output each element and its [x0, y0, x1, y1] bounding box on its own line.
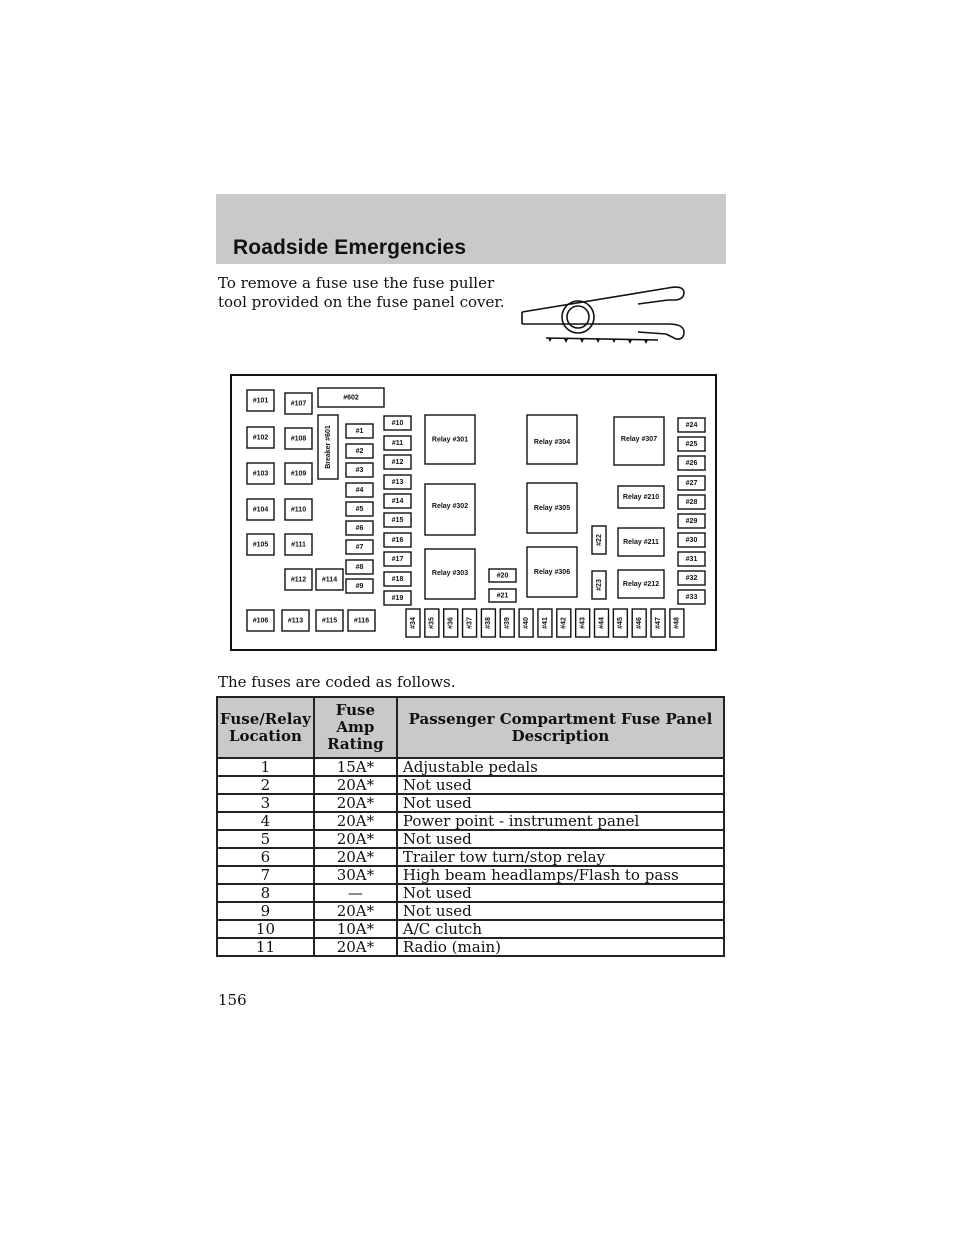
fuse-box-label: #13 — [391, 478, 404, 486]
fuse-box-label: #111 — [291, 541, 306, 549]
fuse-box — [247, 463, 274, 484]
cell-location: 3 — [217, 794, 314, 812]
fuse-box — [678, 514, 705, 528]
table-row — [217, 758, 724, 776]
fuse-box — [346, 540, 373, 554]
fuse-puller-illustration — [518, 282, 718, 358]
fuse-box-label: #108 — [290, 435, 307, 443]
fuse-box — [346, 444, 373, 458]
fuse-box — [346, 579, 373, 593]
fuse-box — [489, 589, 516, 602]
fuse-box-label: #25 — [685, 440, 698, 448]
table-row — [217, 794, 724, 812]
fuse-box — [384, 533, 411, 547]
cell-location: 8 — [217, 884, 314, 902]
relay-box-label: Relay #211 — [623, 538, 659, 546]
fuse-box-label: #23 — [595, 579, 603, 591]
fuse-box — [247, 610, 274, 631]
cell-description: Radio (main) — [397, 938, 724, 956]
fuse-box — [500, 609, 514, 637]
relay-box-label: Relay #301 — [431, 436, 469, 444]
cell-amp: 15A* — [314, 758, 397, 776]
fuse-box — [425, 609, 439, 637]
cell-amp: 20A* — [314, 776, 397, 794]
cell-amp: 20A* — [314, 794, 397, 812]
table-row — [217, 848, 724, 866]
relay-box — [618, 570, 664, 598]
fuse-box — [557, 609, 571, 637]
page-number: 156 — [218, 991, 247, 1009]
fuse-box-label: #105 — [252, 541, 269, 549]
breaker-box-label: Breaker #601 — [324, 425, 332, 469]
cell-location: 6 — [217, 848, 314, 866]
cell-description: Power point - instrument panel — [397, 812, 724, 830]
fuse-box — [285, 428, 312, 449]
fuse-box — [247, 499, 274, 520]
fuse-box-label: #40 — [522, 617, 530, 629]
fuse-box — [346, 560, 373, 574]
relay-box — [618, 486, 664, 508]
cell-amp: 30A* — [314, 866, 397, 884]
fuse-box-label: #45 — [617, 617, 625, 629]
fuse-box — [346, 424, 373, 438]
fuse-box — [538, 609, 552, 637]
fuse-box-label: #109 — [290, 470, 307, 478]
cell-amp: 20A* — [314, 812, 397, 830]
fuse-box-label: #46 — [636, 617, 644, 629]
fuse-box-label: #29 — [685, 517, 698, 525]
cell-amp: 20A* — [314, 848, 397, 866]
fuse-box-label: #4 — [355, 486, 364, 494]
table-row — [217, 866, 724, 884]
fuse-box — [282, 610, 309, 631]
cell-amp: 10A* — [314, 920, 397, 938]
fuse-panel-diagram — [230, 374, 717, 651]
relay-box — [527, 547, 577, 597]
fuse-box — [285, 534, 312, 555]
fuse-box-label: #36 — [447, 617, 455, 629]
fuse-box-label: #22 — [595, 534, 603, 546]
fuse-box-label: #37 — [466, 617, 474, 629]
fuse-box-label: #42 — [560, 617, 568, 629]
fuse-box — [384, 475, 411, 489]
cell-location: 9 — [217, 902, 314, 920]
fuse-box — [384, 436, 411, 450]
cell-description: Trailer tow turn/stop relay — [397, 848, 724, 866]
fuse-box — [247, 390, 274, 411]
relay-box-label: Relay #302 — [431, 502, 469, 510]
fuse-box — [632, 609, 646, 637]
fuse-box-label: #24 — [685, 421, 698, 429]
relay-box — [527, 415, 577, 464]
cell-description: High beam headlamps/Flash to pass — [397, 866, 724, 884]
fuse-box-label: #16 — [391, 536, 404, 544]
fuse-box — [384, 455, 411, 469]
fuse-box-label: #112 — [290, 576, 307, 584]
relay-box-label: Relay #307 — [620, 435, 658, 443]
fuse-box-label: #102 — [252, 434, 269, 442]
fuse-box-label: #38 — [485, 617, 493, 629]
relay-box-label: Relay #304 — [533, 438, 571, 446]
fuse-box-label: #7 — [355, 543, 364, 551]
fuse-box — [592, 571, 606, 599]
fuse-box-label: #26 — [685, 459, 698, 467]
fuse-box-label: #3 — [355, 466, 364, 474]
fuse-box-label: #113 — [287, 617, 304, 625]
fuse-box — [247, 534, 274, 555]
relay-box-label: Relay #305 — [533, 504, 571, 512]
fuse-box-label: #21 — [496, 592, 509, 600]
fuse-box-label: #19 — [391, 594, 404, 602]
fuse-box — [651, 609, 665, 637]
fuse-box-label: #34 — [409, 617, 417, 629]
fuse-box — [316, 569, 343, 590]
cell-description: Not used — [397, 794, 724, 812]
fuse-box-label: #14 — [391, 497, 404, 505]
relay-box-label: Relay #210 — [622, 493, 660, 501]
header-amp: Fuse Amp Rating — [314, 697, 397, 758]
fuse-box — [519, 609, 533, 637]
fuse-box — [384, 572, 411, 586]
fuse-box — [444, 609, 458, 637]
fuse-box-label: #47 — [654, 617, 662, 629]
table-row — [217, 830, 724, 848]
fuse-box-label: #35 — [428, 617, 436, 629]
fuse-box — [316, 610, 343, 631]
fuse-box — [285, 569, 312, 590]
coded-intro: The fuses are coded as follows. — [218, 673, 456, 691]
fuse-box — [346, 502, 373, 516]
header-location: Fuse/Relay Location — [217, 697, 314, 758]
fuse-box-label: #2 — [355, 447, 364, 455]
fuse-box — [285, 463, 312, 484]
fuse-box-label: #1 — [355, 427, 364, 435]
fuse-box-label: #10 — [391, 419, 404, 427]
fuse-box-label: #43 — [579, 617, 587, 629]
cell-location: 4 — [217, 812, 314, 830]
relay-box — [618, 528, 664, 556]
relay-box-label: Relay #306 — [533, 568, 571, 576]
cell-location: 7 — [217, 866, 314, 884]
cell-location: 10 — [217, 920, 314, 938]
cell-amp: 20A* — [314, 902, 397, 920]
fuse-box — [678, 552, 705, 566]
fuse-box-label: #27 — [685, 479, 698, 487]
cell-description: Adjustable pedals — [397, 758, 724, 776]
fuse-box — [384, 591, 411, 605]
section-title: Roadside Emergencies — [233, 236, 467, 259]
fuse-box-label: #33 — [685, 593, 698, 601]
cell-description: Not used — [397, 884, 724, 902]
fuse-box-label: #8 — [355, 563, 364, 571]
fuse-box — [384, 513, 411, 527]
fuse-box-label: #6 — [355, 524, 364, 532]
cell-location: 2 — [217, 776, 314, 794]
table-row — [217, 938, 724, 956]
fuse-box-label: #31 — [685, 555, 698, 563]
relay-box — [425, 549, 475, 599]
fuse-box — [678, 590, 705, 604]
fuse-box-label: #107 — [290, 400, 307, 408]
fuse-box — [346, 463, 373, 477]
fuse-box-label: #115 — [321, 617, 338, 625]
fuse-box-label: #30 — [685, 536, 698, 544]
fuse-box — [384, 416, 411, 430]
relay-box — [425, 415, 475, 464]
cell-location: 5 — [217, 830, 314, 848]
fuse-box — [678, 476, 705, 490]
fuse-box — [678, 571, 705, 585]
fuse-box — [346, 483, 373, 497]
fuse-box-label: #103 — [252, 470, 269, 478]
cell-amp: 20A* — [314, 938, 397, 956]
fuse-box-label: #9 — [355, 582, 364, 590]
table-header-row — [217, 697, 724, 758]
fuse-box-label: #20 — [496, 572, 509, 580]
fuse-box — [348, 610, 375, 631]
fuse-box-label: #602 — [343, 394, 359, 402]
fuse-box — [678, 495, 705, 509]
cell-description: Not used — [397, 902, 724, 920]
fuse-box-label: #17 — [391, 555, 404, 563]
fuse-box — [592, 526, 606, 554]
fuse-box — [285, 499, 312, 520]
fuse-box-label: #28 — [685, 498, 698, 506]
fuse-box — [481, 609, 495, 637]
table-row — [217, 776, 724, 794]
fuse-box-label: #18 — [391, 575, 404, 583]
fuse-box-label: #41 — [541, 617, 549, 629]
fuse-box — [384, 552, 411, 566]
cell-amp: — — [314, 884, 397, 902]
fuse-box — [678, 418, 705, 432]
cell-description: Not used — [397, 776, 724, 794]
fuse-box-label: #114 — [321, 576, 338, 584]
fuse-box-label: #11 — [391, 439, 404, 447]
section-header — [216, 194, 726, 264]
fuse-box — [406, 609, 420, 637]
cell-description: Not used — [397, 830, 724, 848]
table-row — [217, 902, 724, 920]
fuse-box-label: #101 — [252, 397, 269, 405]
relay-box — [425, 484, 475, 535]
fuse-box-label: #110 — [290, 506, 307, 514]
fuse-box-label: #5 — [355, 505, 364, 513]
relay-box-label: Relay #212 — [622, 580, 660, 588]
fuse-box — [384, 494, 411, 508]
fuse-box — [678, 437, 705, 451]
header-description: Passenger Compartment Fuse Panel Description — [397, 697, 724, 758]
cell-location: 11 — [217, 938, 314, 956]
fuse-box-label: #15 — [391, 516, 404, 524]
fuse-box — [318, 388, 384, 407]
fuse-box — [346, 521, 373, 535]
fuse-box — [678, 533, 705, 547]
breaker-box — [318, 415, 338, 479]
fuse-box — [285, 393, 312, 414]
fuse-box — [247, 427, 274, 448]
cell-location: 1 — [217, 758, 314, 776]
fuse-box-label: #104 — [252, 506, 269, 514]
fuse-box — [613, 609, 627, 637]
table-row — [217, 920, 724, 938]
cell-description: A/C clutch — [397, 920, 724, 938]
relay-box — [614, 417, 664, 465]
fuse-box — [576, 609, 590, 637]
table-row — [217, 884, 724, 902]
fuse-box-label: #44 — [598, 617, 606, 629]
fuse-box — [489, 569, 516, 582]
fuse-box — [595, 609, 609, 637]
fuse-box-label: #12 — [391, 458, 404, 466]
fuse-box — [463, 609, 477, 637]
intro-paragraph: To remove a fuse use the fuse puller tool provided on the fuse panel cover. — [218, 274, 505, 311]
fuse-box-label: #32 — [685, 574, 698, 582]
fuse-box-label: #39 — [504, 617, 512, 629]
relay-box-label: Relay #303 — [431, 569, 469, 577]
fuse-table — [216, 696, 725, 957]
cell-amp: 20A* — [314, 830, 397, 848]
fuse-box — [678, 456, 705, 470]
fuse-box — [670, 609, 684, 637]
fuse-box-label: #106 — [252, 617, 269, 625]
fuse-box-label: #48 — [673, 617, 681, 629]
relay-box — [527, 483, 577, 533]
table-row — [217, 812, 724, 830]
fuse-box-label: #116 — [353, 617, 370, 625]
